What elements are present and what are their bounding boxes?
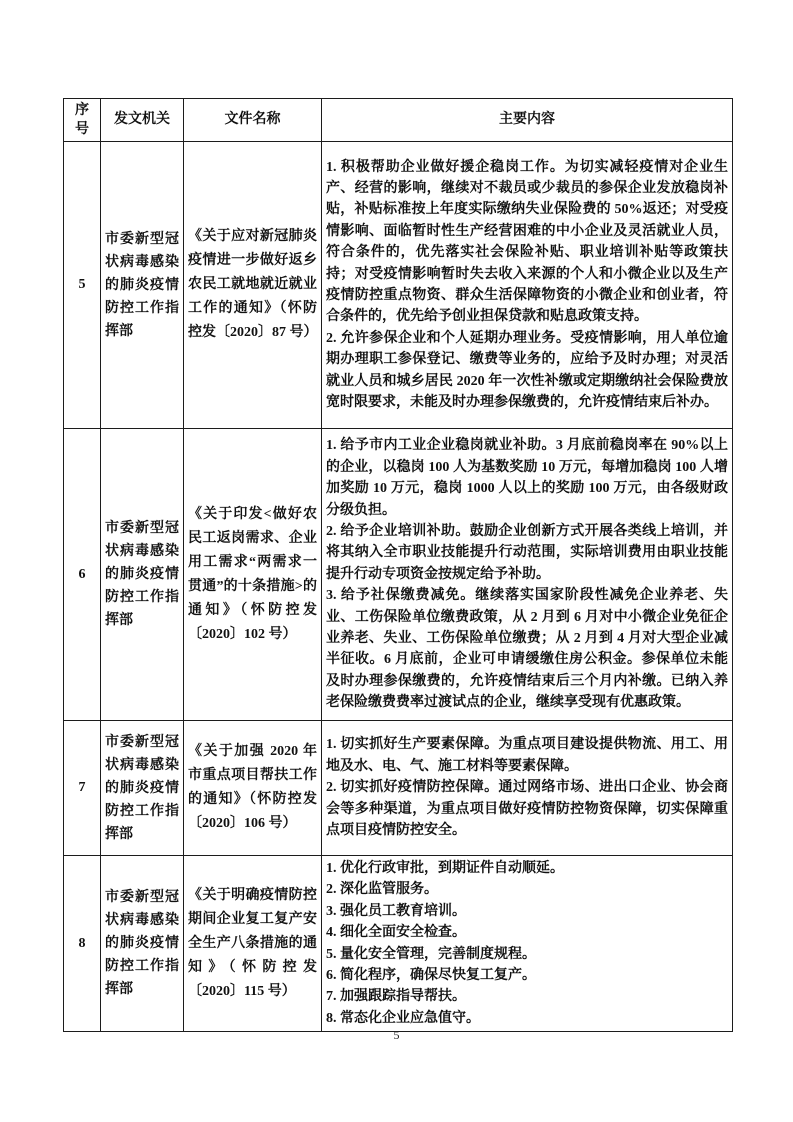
content-item: 1. 切实抓好生产要素保障。为重点项目建设提供物流、用工、用地及水、电、气、施工材料等要素保障。 — [326, 737, 728, 774]
row-agency: 市委新型冠状病毒感染的肺炎疫情防控工作指挥部 — [101, 856, 184, 1032]
header-no-label: 序号 — [75, 103, 89, 137]
header-agency: 发文机关 — [101, 99, 184, 142]
header-no — [64, 99, 101, 142]
row-number: 5 — [64, 142, 101, 429]
content-item: 5. 量化安全管理，完善制度规程。 — [326, 946, 536, 962]
content-item: 8. 常态化企业应急值守。 — [326, 1010, 480, 1026]
policy-documents-table — [63, 98, 733, 1032]
table-row — [64, 142, 733, 429]
row-number: 8 — [64, 856, 101, 1032]
content-item: 3. 强化员工教育培训。 — [326, 903, 466, 919]
table-row — [64, 856, 733, 1032]
row-number: 6 — [64, 429, 101, 721]
row-agency: 市委新型冠状病毒感染的肺炎疫情防控工作指挥部 — [101, 429, 184, 721]
row-doc-name: 《关于明确疫情防控期间企业复工复产安全生产八条措施的通知》（怀防控发〔2020〕115 号） — [184, 856, 322, 1032]
row-agency: 市委新型冠状病毒感染的肺炎疫情防控工作指挥部 — [101, 721, 184, 856]
row-content — [322, 142, 733, 429]
table-body — [64, 142, 733, 1032]
content-item: 6. 简化程序，确保尽快复工复产。 — [326, 968, 536, 984]
content-item: 4. 细化全面安全检查。 — [326, 925, 466, 941]
row-number: 7 — [64, 721, 101, 856]
content-item: 2. 给予企业培训补助。鼓励企业创新方式开展各类线上培训，并将其纳入全市职业技能提升行动范围，实际培训费用由职业技能提升行动专项资金按规定给予补助。 — [326, 523, 728, 582]
row-content — [322, 721, 733, 856]
table-row — [64, 721, 733, 856]
content-item: 2. 允许参保企业和个人延期办理业务。受疫情影响，用人单位逾期办理职工参保登记、缴费等业务的，应给予及时办理；对灵活就业人员和城乡居民 2020 年一次性补缴或定期缴纳社会保险费放宽时限要求，未能及时办理参保缴费的，允许疫情结束后补办。 — [326, 330, 728, 411]
row-doc-name: 《关于加强 2020 年市重点项目帮扶工作的通知》（怀防控发〔2020〕106 号） — [184, 721, 322, 856]
content-item: 2. 切实抓好疫情防控保障。通过网络市场、进出口企业、协会商会等多种渠道，为重点项目做好疫情防控物资保障，切实保障重点项目疫情防控安全。 — [326, 780, 728, 839]
content-item: 2. 深化监管服务。 — [326, 882, 438, 898]
content-item: 1. 给予市内工业企业稳岗就业补助。3 月底前稳岗率在 90%以上的企业，以稳岗 100 人为基数奖励 10 万元，每增加稳岗 100 人增加奖励 10 万元，稳岗 1000 人以上的奖励 100 万元，由各级财政分级负担。 — [326, 438, 728, 518]
content-item: 1. 优化行政审批，到期证件自动顺延。 — [326, 861, 564, 876]
row-content — [322, 856, 733, 1032]
table-row — [64, 429, 733, 721]
header-doc-name: 文件名称 — [184, 99, 322, 142]
header-row — [64, 99, 733, 142]
row-agency: 市委新型冠状病毒感染的肺炎疫情防控工作指挥部 — [101, 142, 184, 429]
content-item: 3. 给予社保缴费减免。继续落实国家阶段性减免企业养老、失业、工伤保险单位缴费政策，从 2 月到 6 月对中小微企业免征企业养老、失业、工伤保险单位缴费；从 2 月到 4 月对大型企业减半征收。6 月底前，企业可申请缓缴住房公积金。参保单位未能及时办理参保缴费的，允许疫情结束后三个月内补缴。已纳入养老保险缴费费率过渡试点的企业，继续享受现有优惠政策。 — [326, 588, 728, 711]
row-doc-name: 《关于印发<做好农民工返岗需求、企业用工需求“两需求一贯通”的十条措施>的通知》（怀防控发〔2020〕102 号） — [184, 429, 322, 721]
table-header — [64, 99, 733, 142]
row-doc-name: 《关于应对新冠肺炎疫情进一步做好返乡农民工就地就近就业工作的通知》（怀防控发〔2020〕87 号） — [184, 142, 322, 429]
header-main-content: 主要内容 — [322, 99, 733, 142]
content-item: 7. 加强跟踪指导帮扶。 — [326, 989, 466, 1005]
row-content — [322, 429, 733, 721]
content-item: 1. 积极帮助企业做好援企稳岗工作。为切实减轻疫情对企业生产、经营的影响，继续对不裁员或少裁员的参保企业发放稳岗补贴，补贴标准按上年度实际缴纳失业保险费的 50%返还；对受疫情影响、面临暂时性生产经营困难的中小企业及灵活就业人员，符合条件的，优先落实社会保险补贴、职业培训补贴等政策扶持；对受疫情影响暂时失去收入来源的个人和小微企业以及生产疫情防控重点物资、群众生活保障物资的小微企业和创业者，符合条件的，优先给予创业担保贷款和贴息政策支持。 — [326, 159, 728, 325]
page-number: 5 — [393, 1028, 400, 1042]
